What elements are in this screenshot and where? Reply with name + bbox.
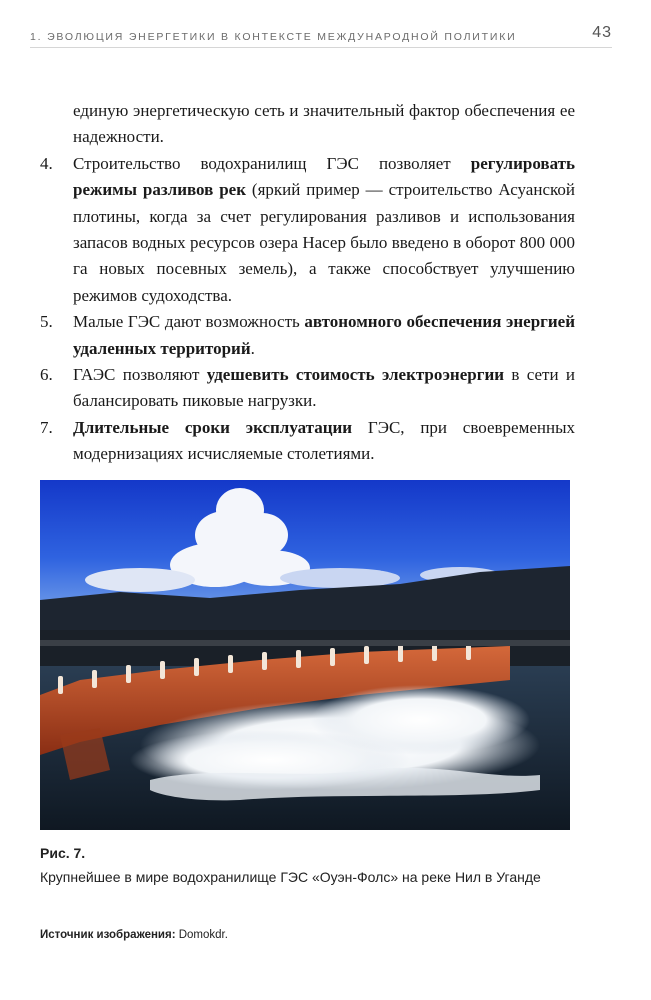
item-number: 6.: [40, 365, 53, 385]
list-item: [40, 309, 575, 362]
item-text: Малые ГЭС дают возможность: [73, 312, 305, 332]
item-text: (яркий пример — строительство Асуанской плотины, когда за счет регулирования разливов и использования запасов водных ресурсов озера Насер было введено в оборот 800 000 га новых посевных земель), а также способствует улучшению режимов судоходства.: [73, 180, 575, 305]
figure-caption-text: Крупнейшее в мире водохранилище ГЭС «Оуэн-Фолс» на реке Нил в Уганде: [40, 869, 541, 885]
dam-deck: [40, 640, 570, 646]
item-number: 4.: [40, 153, 53, 173]
item-number: 5.: [40, 312, 53, 332]
item-number: 7.: [40, 417, 53, 437]
running-head-title: 1. ЭВОЛЮЦИЯ ЭНЕРГЕТИКИ В КОНТЕКСТЕ МЕЖДУНАРОДНОЙ ПОЛИТИКИ: [30, 31, 517, 43]
page-number: 43: [592, 24, 612, 41]
body-text: [40, 98, 575, 468]
figure-caption: [40, 843, 600, 888]
image-source: [40, 929, 228, 941]
dam-photo: [40, 480, 570, 830]
header-rule: [30, 47, 612, 48]
item-bold-text: удешевить стоимость электроэнергии: [206, 365, 505, 385]
item-text: в сети и балансировать пиковые нагрузки.: [73, 365, 576, 411]
source-label: Источник изображения:: [40, 929, 176, 941]
item-text: .: [250, 338, 255, 358]
item-bold-text: автономного обеспечения энергией удаленных территорий: [73, 312, 576, 358]
item-text: ГЭС, при своевременных модернизациях исчисляемые столетиями.: [73, 417, 575, 464]
source-value: Domokdr.: [175, 929, 228, 941]
item-bold-text: регулировать режимы разливов рек: [73, 153, 575, 200]
item-text: Строительство водохранилищ ГЭС позволяет: [73, 153, 471, 173]
continued-paragraph: единую энергетическую сеть и значительный фактор обеспечения ее надежности.: [73, 101, 575, 147]
item-bold-text: Длительные сроки эксплуатации: [73, 417, 353, 437]
item-text: ГАЭС позволяют: [73, 365, 207, 385]
numbered-list: [40, 151, 575, 468]
running-head: [30, 26, 612, 46]
list-item: [40, 415, 575, 468]
dam-photo-illustration: [40, 480, 570, 830]
figure-label: Рис. 7.: [40, 845, 86, 861]
list-item: [40, 151, 575, 309]
list-item: [40, 362, 575, 415]
